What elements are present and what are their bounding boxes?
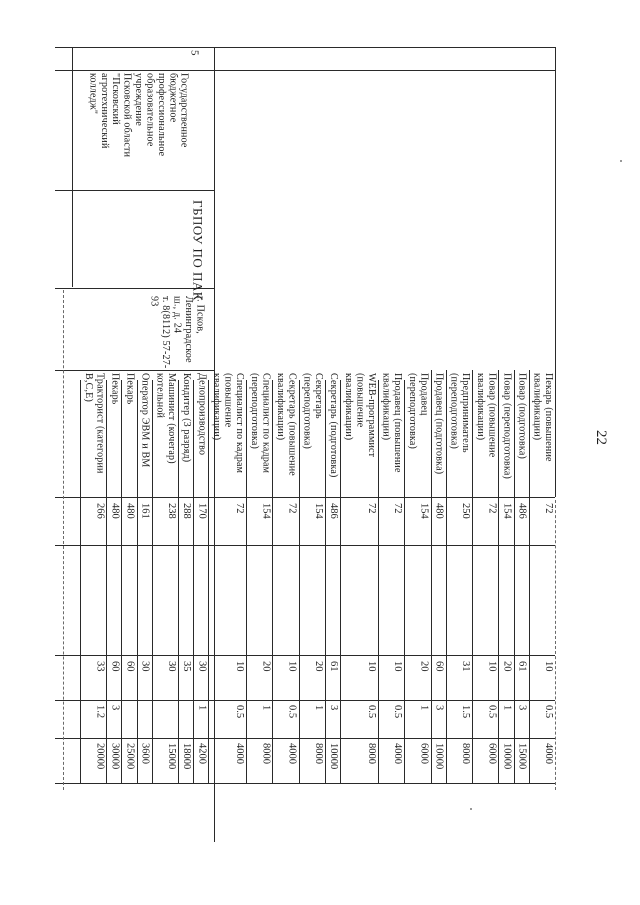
- program-row-border: [246, 380, 247, 783]
- program-duration: 0.5: [392, 705, 404, 719]
- months-separator: [55, 700, 555, 701]
- program-name: Пекарь (повышение квалификации): [531, 373, 554, 462]
- program-price: 4000: [286, 743, 298, 764]
- program-price: 8000: [460, 743, 471, 764]
- program-name: Повар (повышение квалификации): [474, 373, 498, 458]
- program-price: 10000: [501, 743, 513, 770]
- scan-speck: [470, 808, 472, 810]
- program-price: 15000: [516, 743, 528, 770]
- program-students: 10: [542, 661, 554, 672]
- row-number: 5: [188, 50, 201, 56]
- program-name: Пекарь: [124, 373, 136, 405]
- program-students: 61: [516, 661, 528, 672]
- page-number: 22: [593, 430, 609, 445]
- program-duration: 3: [328, 705, 340, 711]
- scan-speck: [620, 160, 622, 162]
- program-name: WEB-программист (повышение квалификации): [342, 373, 377, 458]
- hours-separator: [55, 545, 555, 546]
- program-duration: 1.2: [94, 705, 106, 719]
- program-hours: 288: [181, 503, 193, 519]
- program-students: 30: [139, 661, 151, 672]
- program-name: Повар (переподготовка): [501, 373, 513, 480]
- program-price: 6000: [486, 743, 498, 764]
- program-students: 20: [418, 661, 430, 672]
- program-hours: 72: [392, 503, 404, 514]
- program-duration: 1: [501, 705, 513, 711]
- program-name: Делопроизводство: [196, 373, 208, 456]
- program-right-border: [555, 47, 556, 497]
- program-hours: 486: [516, 503, 528, 519]
- program-row-border: [80, 380, 81, 783]
- program-duration: 0.5: [233, 705, 245, 719]
- program-duration: 1.5: [460, 705, 471, 719]
- program-duration: 3: [433, 705, 445, 711]
- row-number-separator: [55, 70, 555, 71]
- program-price: 18000: [181, 743, 193, 770]
- program-hours: 170: [196, 503, 208, 519]
- program-price: 30000: [109, 743, 121, 770]
- program-hours: 154: [501, 503, 513, 519]
- program-name: Продавец (повышение квалификации): [380, 373, 404, 473]
- table-border-top: [55, 47, 555, 48]
- program-row-border: [121, 380, 122, 783]
- program-duration: 0.5: [486, 705, 498, 719]
- program-row-border: [404, 380, 405, 783]
- program-students: 60: [124, 661, 136, 672]
- students-separator: [55, 655, 555, 656]
- institution-short-name: ГБПОУ ПО ПАК: [190, 200, 206, 301]
- program-duration: 1: [260, 705, 272, 711]
- program-duration: 1: [196, 705, 208, 711]
- program-name: Кондитер (3 разряд): [181, 373, 193, 463]
- program-students: 10: [365, 661, 377, 672]
- program-price: 8000: [313, 743, 325, 764]
- program-name: Предприниматель (переподготовка): [448, 373, 471, 453]
- program-students: 20: [260, 661, 272, 672]
- program-hours: 266: [94, 503, 106, 519]
- program-row-border: [340, 380, 341, 783]
- program-price: 6000: [418, 743, 430, 764]
- program-name: Специалист по кадрам (повышение квалификации): [210, 373, 245, 474]
- program-price: 8000: [365, 743, 377, 764]
- program-row-border: [325, 380, 326, 783]
- program-duration: 1: [418, 705, 430, 711]
- program-name: Повар (подготовка): [516, 373, 528, 459]
- program-row-border: [193, 380, 194, 783]
- program-students: 31: [460, 661, 471, 672]
- program-hours: 480: [433, 503, 445, 519]
- program-row-border: [178, 380, 179, 783]
- program-students: 10: [486, 661, 498, 672]
- program-hours: 72: [233, 503, 245, 514]
- program-row-border: [272, 380, 273, 783]
- program-students: 10: [233, 661, 245, 672]
- program-hours: 480: [124, 503, 136, 519]
- program-students: 35: [181, 661, 193, 672]
- institution-address: г. Псков, Ленинградское ш., д. 24 т. 8(8112) 57-27- 93: [148, 296, 206, 369]
- left-border: [72, 47, 73, 287]
- program-row-border: [208, 380, 209, 783]
- program-hours: 72: [365, 503, 377, 514]
- program-name: Секретарь (подготовка): [328, 373, 340, 478]
- program-students: 10: [286, 661, 298, 672]
- program-students: 30: [166, 661, 178, 672]
- program-price: 25000: [124, 743, 136, 770]
- program-price: 4200: [196, 743, 208, 764]
- program-name: Продавец (подготовка): [433, 373, 445, 475]
- program-hours: 72: [486, 503, 498, 514]
- program-bottom-separator: [55, 497, 555, 498]
- program-students: 33: [94, 661, 106, 672]
- program-duration: 1: [313, 705, 325, 711]
- program-duration: 0.5: [286, 705, 298, 719]
- program-hours: 238: [166, 503, 178, 519]
- program-price: 15000: [166, 743, 178, 770]
- program-row-border: [498, 370, 499, 783]
- program-price: 4000: [542, 743, 554, 764]
- program-price: 10000: [433, 743, 445, 770]
- program-students: 20: [501, 661, 513, 672]
- program-duration: 0.5: [365, 705, 377, 719]
- program-hours: 72: [286, 503, 298, 514]
- program-row-border: [106, 380, 107, 783]
- program-name: Оператор ЭВМ и ВМ: [139, 373, 151, 468]
- program-price: 10000: [328, 743, 340, 770]
- program-name: Тракторист (категории B,C,E): [82, 373, 106, 474]
- program-row-border: [472, 370, 473, 783]
- program-name: Специалист по кадрам (переподготовка): [248, 373, 272, 474]
- program-name: Машинист (кочегар) котельной: [154, 373, 178, 464]
- program-students: 61: [328, 661, 340, 672]
- table-border-bottom: [55, 783, 555, 784]
- program-students: 10: [392, 661, 404, 672]
- program-name: Секретарь (повышение квалификации): [275, 373, 298, 476]
- program-name: Пекарь: [109, 373, 121, 405]
- program-price: 4000: [392, 743, 404, 764]
- program-hours: 154: [313, 503, 325, 519]
- program-duration: 3: [516, 705, 528, 711]
- program-duration: 3: [109, 705, 121, 711]
- program-name: Продавец (переподготовка): [407, 373, 430, 450]
- left-margin-dash: [63, 290, 64, 790]
- program-students: 60: [433, 661, 445, 672]
- price-separator: [55, 738, 555, 739]
- program-hours: 72: [542, 503, 554, 514]
- program-hours: 486: [328, 503, 340, 519]
- program-price: 8000: [260, 743, 272, 764]
- program-hours: 161: [139, 503, 151, 519]
- program-hours: 154: [260, 503, 272, 519]
- fullname-separator: [55, 190, 215, 191]
- program-price: 4000: [233, 743, 245, 764]
- program-students: 60: [109, 661, 121, 672]
- program-students: 20: [313, 661, 325, 672]
- program-duration: 0.5: [542, 705, 554, 719]
- program-hours: 250: [460, 503, 471, 519]
- program-students: 30: [196, 661, 208, 672]
- program-name: Секретарь (переподготовка): [301, 373, 325, 450]
- program-hours: 480: [109, 503, 121, 519]
- program-price: 20000: [94, 743, 106, 770]
- program-hours: 154: [418, 503, 430, 519]
- program-price: 3600: [139, 743, 151, 764]
- institution-full-name: Государственное бюджетное профессиональное образовательное учреждение Псковской области "Псковский агротехнический колледж": [87, 73, 190, 158]
- right-margin-dash: [555, 500, 556, 790]
